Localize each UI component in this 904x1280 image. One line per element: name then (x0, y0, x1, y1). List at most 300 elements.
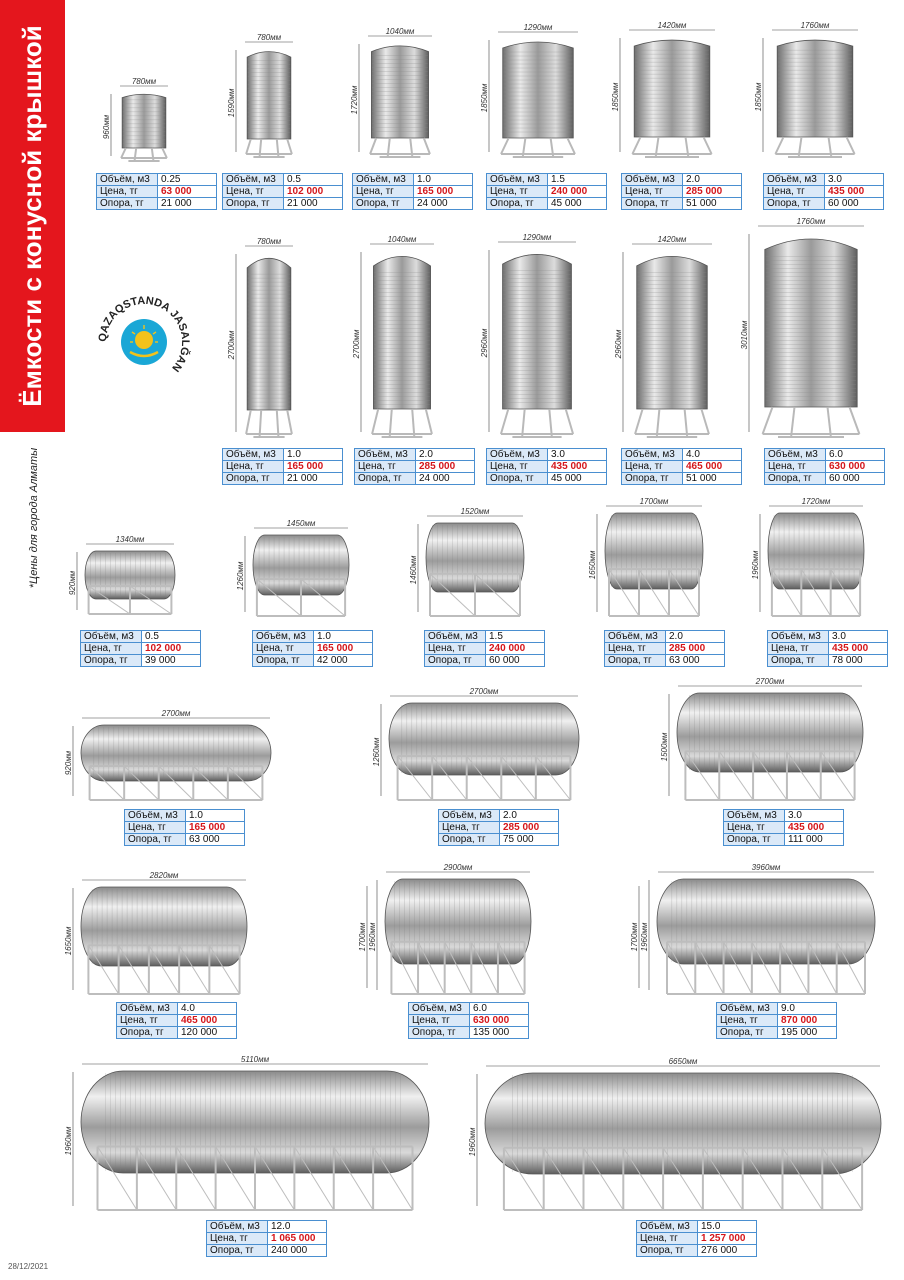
support-row (223, 198, 343, 210)
volume-row-label: Объём, м3 (425, 631, 486, 643)
price-row (223, 186, 343, 198)
price-row-value: 63 000 (158, 186, 217, 198)
support-row-value: 39 000 (142, 655, 201, 667)
support-row-value: 195 000 (778, 1027, 837, 1039)
volume-row-label: Объём, м3 (487, 174, 548, 186)
price-row-label: Цена, тг (765, 461, 826, 473)
price-row (425, 643, 545, 655)
horizontal-tank (372, 687, 580, 802)
spec-table (486, 448, 607, 485)
support-row-label: Опора, тг (622, 473, 683, 485)
support-row (439, 834, 559, 846)
volume-row-label: Объём, м3 (353, 174, 414, 186)
height-dimension: 2700мм (227, 330, 236, 360)
support-row-value: 60 000 (486, 655, 545, 667)
width-dimension: 2820мм (149, 871, 179, 880)
price-row-value: 165 000 (414, 186, 473, 198)
support-row-value: 135 000 (470, 1027, 529, 1039)
volume-row-value: 6.0 (826, 449, 885, 461)
title-banner (0, 0, 65, 432)
height-dimension: 1960мм (64, 1126, 73, 1156)
price-row-label: Цена, тг (439, 822, 500, 834)
volume-row (207, 1221, 327, 1233)
volume-row (637, 1221, 757, 1233)
support-row (97, 198, 217, 210)
height-dimension: 960мм (102, 114, 111, 140)
vertical-tank (754, 21, 860, 158)
support-row-label: Опора, тг (605, 655, 666, 667)
spec-table (206, 1220, 327, 1257)
support-row-value: 120 000 (178, 1027, 237, 1039)
support-row-value: 63 000 (666, 655, 725, 667)
volume-row (81, 631, 201, 643)
vertical-tank (614, 235, 714, 438)
price-row-value: 465 000 (178, 1015, 237, 1027)
spec-table (604, 630, 725, 667)
price-row (439, 822, 559, 834)
price-row (622, 461, 742, 473)
price-row (768, 643, 888, 655)
height-dimension: 1960мм (368, 922, 377, 952)
page-title: Ёмкости с конусной крышкой (17, 25, 47, 407)
vertical-tank (350, 27, 434, 158)
support-row (353, 198, 473, 210)
width-dimension: 1520мм (460, 507, 490, 516)
price-row (253, 643, 373, 655)
horizontal-tank (588, 497, 704, 618)
horizontal-tank (358, 863, 532, 996)
spec-table (80, 630, 201, 667)
price-row-label: Цена, тг (353, 186, 414, 198)
vertical-tank (740, 217, 866, 438)
volume-row-value: 3.0 (548, 449, 607, 461)
support-row-label: Опора, тг (768, 655, 829, 667)
spec-table (763, 173, 884, 210)
volume-row (487, 174, 607, 186)
support-row (768, 655, 888, 667)
volume-row-value: 4.0 (178, 1003, 237, 1015)
price-row-label: Цена, тг (717, 1015, 778, 1027)
volume-row-value: 1.0 (284, 449, 343, 461)
volume-row-label: Объём, м3 (223, 449, 284, 461)
volume-row-label: Объём, м3 (117, 1003, 178, 1015)
volume-row-label: Объём, м3 (717, 1003, 778, 1015)
volume-row (764, 174, 884, 186)
price-row-label: Цена, тг (355, 461, 416, 473)
price-row-value: 435 000 (825, 186, 884, 198)
support-row (622, 198, 742, 210)
price-row (765, 461, 885, 473)
inner-height-dimension: 1700мм (358, 922, 367, 952)
spec-table (424, 630, 545, 667)
price-row-label: Цена, тг (764, 186, 825, 198)
horizontal-tank (68, 535, 176, 616)
width-dimension: 2700мм (755, 677, 785, 686)
horizontal-tank (409, 507, 525, 618)
price-row-value: 1 065 000 (268, 1233, 327, 1245)
spec-table (96, 173, 217, 210)
support-row-value: 75 000 (500, 834, 559, 846)
support-row (605, 655, 725, 667)
volume-row-value: 0.25 (158, 174, 217, 186)
price-row-value: 240 000 (486, 643, 545, 655)
price-row-value: 102 000 (142, 643, 201, 655)
height-dimension: 2960мм (614, 329, 623, 359)
support-row-label: Опора, тг (253, 655, 314, 667)
height-dimension: 1650мм (588, 550, 597, 580)
price-row-value: 285 000 (500, 822, 559, 834)
width-dimension: 1420мм (657, 21, 687, 30)
volume-row-value: 1.0 (186, 810, 245, 822)
support-row-label: Опора, тг (207, 1245, 268, 1257)
support-row-value: 21 000 (284, 473, 343, 485)
horizontal-tank (236, 519, 350, 618)
support-row (487, 473, 607, 485)
price-row (487, 186, 607, 198)
price-row (717, 1015, 837, 1027)
vertical-tank (352, 235, 436, 438)
height-dimension: 1590мм (227, 88, 236, 118)
horizontal-tank (64, 1055, 430, 1212)
volume-row-value: 0.5 (284, 174, 343, 186)
price-row (409, 1015, 529, 1027)
support-row (487, 198, 607, 210)
height-dimension: 3010мм (740, 320, 749, 350)
price-row (487, 461, 607, 473)
support-row (409, 1027, 529, 1039)
price-row (637, 1233, 757, 1245)
support-row (81, 655, 201, 667)
width-dimension: 1420мм (657, 235, 687, 244)
support-row-value: 240 000 (268, 1245, 327, 1257)
support-row (717, 1027, 837, 1039)
inner-height-dimension: 1700мм (630, 922, 639, 952)
price-row-label: Цена, тг (637, 1233, 698, 1245)
height-dimension: 1850мм (754, 82, 763, 112)
price-row-label: Цена, тг (409, 1015, 470, 1027)
support-row (223, 473, 343, 485)
support-row (724, 834, 844, 846)
volume-row-value: 2.0 (416, 449, 475, 461)
price-row-value: 1 257 000 (698, 1233, 757, 1245)
height-dimension: 1960мм (640, 922, 649, 952)
support-row (637, 1245, 757, 1257)
support-row (253, 655, 373, 667)
price-row (353, 186, 473, 198)
price-row-label: Цена, тг (223, 461, 284, 473)
support-row (355, 473, 475, 485)
height-dimension: 1960мм (751, 550, 760, 580)
vertical-tank (102, 77, 170, 162)
height-dimension: 1720мм (350, 85, 359, 115)
height-dimension: 1960мм (468, 1127, 477, 1157)
support-row-value: 78 000 (829, 655, 888, 667)
width-dimension: 2900мм (443, 863, 473, 872)
support-row-value: 51 000 (683, 198, 742, 210)
price-row (764, 186, 884, 198)
spec-table (621, 173, 742, 210)
horizontal-tank (64, 709, 272, 802)
volume-row-label: Объём, м3 (637, 1221, 698, 1233)
price-row-label: Цена, тг (487, 186, 548, 198)
price-row (605, 643, 725, 655)
vertical-tank (611, 21, 717, 158)
support-row-label: Опора, тг (622, 198, 683, 210)
width-dimension: 1720мм (801, 497, 831, 506)
volume-row-label: Объём, м3 (605, 631, 666, 643)
support-row (117, 1027, 237, 1039)
support-row-label: Опора, тг (355, 473, 416, 485)
document-date: 28/12/2021 (8, 1262, 49, 1271)
volume-row-label: Объём, м3 (409, 1003, 470, 1015)
price-note: *Цены для города Алматы (28, 447, 40, 589)
height-dimension: 1850мм (611, 82, 620, 112)
spec-table (716, 1002, 837, 1039)
support-row-label: Опора, тг (717, 1027, 778, 1039)
width-dimension: 2700мм (469, 687, 499, 696)
volume-row (409, 1003, 529, 1015)
volume-row-value: 3.0 (825, 174, 884, 186)
price-row-label: Цена, тг (425, 643, 486, 655)
price-row-value: 240 000 (548, 186, 607, 198)
support-row-value: 60 000 (826, 473, 885, 485)
price-row-value: 630 000 (826, 461, 885, 473)
width-dimension: 1040мм (387, 235, 417, 244)
width-dimension: 1040мм (385, 27, 415, 36)
volume-row-value: 2.0 (666, 631, 725, 643)
volume-row-label: Объём, м3 (622, 449, 683, 461)
volume-row-value: 3.0 (829, 631, 888, 643)
height-dimension: 920мм (64, 750, 73, 776)
volume-row-value: 1.5 (486, 631, 545, 643)
height-dimension: 2700мм (352, 329, 361, 359)
support-row-label: Опора, тг (223, 198, 284, 210)
price-row-label: Цена, тг (768, 643, 829, 655)
price-row-value: 435 000 (829, 643, 888, 655)
price-row-value: 285 000 (683, 186, 742, 198)
volume-row (125, 810, 245, 822)
support-row-value: 24 000 (414, 198, 473, 210)
volume-row-value: 9.0 (778, 1003, 837, 1015)
spec-table (764, 448, 885, 485)
volume-row-label: Объём, м3 (125, 810, 186, 822)
width-dimension: 1700мм (639, 497, 669, 506)
support-row-value: 111 000 (785, 834, 844, 846)
support-row (125, 834, 245, 846)
price-row-label: Цена, тг (223, 186, 284, 198)
support-row (622, 473, 742, 485)
volume-row (223, 174, 343, 186)
width-dimension: 1450мм (286, 519, 316, 528)
price-row (355, 461, 475, 473)
volume-row-label: Объём, м3 (355, 449, 416, 461)
volume-row (622, 174, 742, 186)
volume-row (724, 810, 844, 822)
price-row-label: Цена, тг (81, 643, 142, 655)
logo-ring-text: QAZAQSTANDA JASALĞAN (96, 294, 192, 374)
support-row-value: 21 000 (158, 198, 217, 210)
width-dimension: 6650мм (668, 1057, 698, 1066)
volume-row (439, 810, 559, 822)
volume-row (223, 449, 343, 461)
volume-row (117, 1003, 237, 1015)
price-row-label: Цена, тг (253, 643, 314, 655)
made-in-kazakhstan-logo (94, 292, 194, 392)
support-row-label: Опора, тг (487, 473, 548, 485)
support-row-value: 21 000 (284, 198, 343, 210)
volume-row-value: 1.0 (414, 174, 473, 186)
horizontal-tank (751, 497, 865, 618)
width-dimension: 780мм (256, 237, 282, 246)
price-row-label: Цена, тг (207, 1233, 268, 1245)
price-row-value: 435 000 (785, 822, 844, 834)
volume-row (717, 1003, 837, 1015)
spec-table (767, 630, 888, 667)
width-dimension: 1760мм (800, 21, 830, 30)
support-row-value: 276 000 (698, 1245, 757, 1257)
price-row-value: 285 000 (416, 461, 475, 473)
volume-row (353, 174, 473, 186)
spec-table (222, 173, 343, 210)
spec-table (486, 173, 607, 210)
price-row-label: Цена, тг (117, 1015, 178, 1027)
height-dimension: 1650мм (64, 926, 73, 956)
volume-row (425, 631, 545, 643)
volume-row (605, 631, 725, 643)
support-row-value: 45 000 (548, 473, 607, 485)
price-row-label: Цена, тг (125, 822, 186, 834)
width-dimension: 780мм (131, 77, 157, 86)
volume-row-value: 1.0 (314, 631, 373, 643)
price-row (97, 186, 217, 198)
spec-table (116, 1002, 237, 1039)
height-dimension: 1460мм (409, 555, 418, 585)
volume-row (487, 449, 607, 461)
support-row (764, 198, 884, 210)
price-row-label: Цена, тг (487, 461, 548, 473)
price-row (125, 822, 245, 834)
vertical-tank (480, 233, 578, 438)
support-row (425, 655, 545, 667)
price-row (117, 1015, 237, 1027)
spec-table (408, 1002, 529, 1039)
price-row-label: Цена, тг (724, 822, 785, 834)
price-row-value: 102 000 (284, 186, 343, 198)
height-dimension: 1260мм (372, 737, 381, 767)
spec-table (352, 173, 473, 210)
width-dimension: 5110мм (240, 1055, 270, 1064)
support-row-label: Опора, тг (353, 198, 414, 210)
support-row-value: 45 000 (548, 198, 607, 210)
price-row-value: 870 000 (778, 1015, 837, 1027)
vertical-tank (227, 237, 295, 438)
support-row-label: Опора, тг (409, 1027, 470, 1039)
volume-row (765, 449, 885, 461)
width-dimension: 1340мм (115, 535, 145, 544)
support-row-label: Опора, тг (97, 198, 158, 210)
price-row-label: Цена, тг (622, 461, 683, 473)
spec-table (222, 448, 343, 485)
width-dimension: 1760мм (796, 217, 826, 226)
volume-row-label: Объём, м3 (622, 174, 683, 186)
support-row-label: Опора, тг (764, 198, 825, 210)
price-row-label: Цена, тг (605, 643, 666, 655)
volume-row-label: Объём, м3 (765, 449, 826, 461)
volume-row (97, 174, 217, 186)
support-row (207, 1245, 327, 1257)
volume-row-label: Объём, м3 (724, 810, 785, 822)
volume-row (768, 631, 888, 643)
price-row-value: 630 000 (470, 1015, 529, 1027)
volume-row-value: 3.0 (785, 810, 844, 822)
height-dimension: 920мм (68, 570, 77, 596)
support-row-label: Опора, тг (125, 834, 186, 846)
width-dimension: 3960мм (751, 863, 781, 872)
volume-row-label: Объём, м3 (207, 1221, 268, 1233)
volume-row (622, 449, 742, 461)
volume-row-value: 15.0 (698, 1221, 757, 1233)
support-row-label: Опора, тг (81, 655, 142, 667)
support-row-label: Опора, тг (724, 834, 785, 846)
price-row-value: 165 000 (186, 822, 245, 834)
price-row-value: 285 000 (666, 643, 725, 655)
support-row-label: Опора, тг (439, 834, 500, 846)
spec-table (252, 630, 373, 667)
volume-row-label: Объём, м3 (253, 631, 314, 643)
price-row (622, 186, 742, 198)
horizontal-tank (468, 1057, 882, 1212)
volume-row-label: Объём, м3 (97, 174, 158, 186)
volume-row-label: Объём, м3 (768, 631, 829, 643)
support-row-label: Опора, тг (637, 1245, 698, 1257)
support-row-value: 24 000 (416, 473, 475, 485)
width-dimension: 1290мм (522, 233, 552, 242)
vertical-tank (227, 33, 295, 158)
price-row-value: 435 000 (548, 461, 607, 473)
support-row-value: 63 000 (186, 834, 245, 846)
horizontal-tank (630, 863, 876, 996)
price-row (223, 461, 343, 473)
volume-row-label: Объём, м3 (223, 174, 284, 186)
support-row-label: Опора, тг (117, 1027, 178, 1039)
spec-table (124, 809, 245, 846)
spec-table (438, 809, 559, 846)
width-dimension: 2700мм (161, 709, 191, 718)
spec-table (354, 448, 475, 485)
support-row-value: 42 000 (314, 655, 373, 667)
volume-row-value: 0.5 (142, 631, 201, 643)
price-row-value: 465 000 (683, 461, 742, 473)
volume-row-value: 2.0 (500, 810, 559, 822)
volume-row-value: 12.0 (268, 1221, 327, 1233)
price-row-label: Цена, тг (622, 186, 683, 198)
width-dimension: 780мм (256, 33, 282, 42)
horizontal-tank (64, 871, 248, 996)
spec-table (621, 448, 742, 485)
support-row-value: 60 000 (825, 198, 884, 210)
volume-row-value: 1.5 (548, 174, 607, 186)
spec-table (636, 1220, 757, 1257)
volume-row (253, 631, 373, 643)
volume-row-value: 6.0 (470, 1003, 529, 1015)
volume-row-label: Объём, м3 (439, 810, 500, 822)
price-row (81, 643, 201, 655)
volume-row-label: Объём, м3 (764, 174, 825, 186)
price-row (724, 822, 844, 834)
width-dimension: 1290мм (523, 23, 553, 32)
spec-table (723, 809, 844, 846)
support-row-label: Опора, тг (765, 473, 826, 485)
